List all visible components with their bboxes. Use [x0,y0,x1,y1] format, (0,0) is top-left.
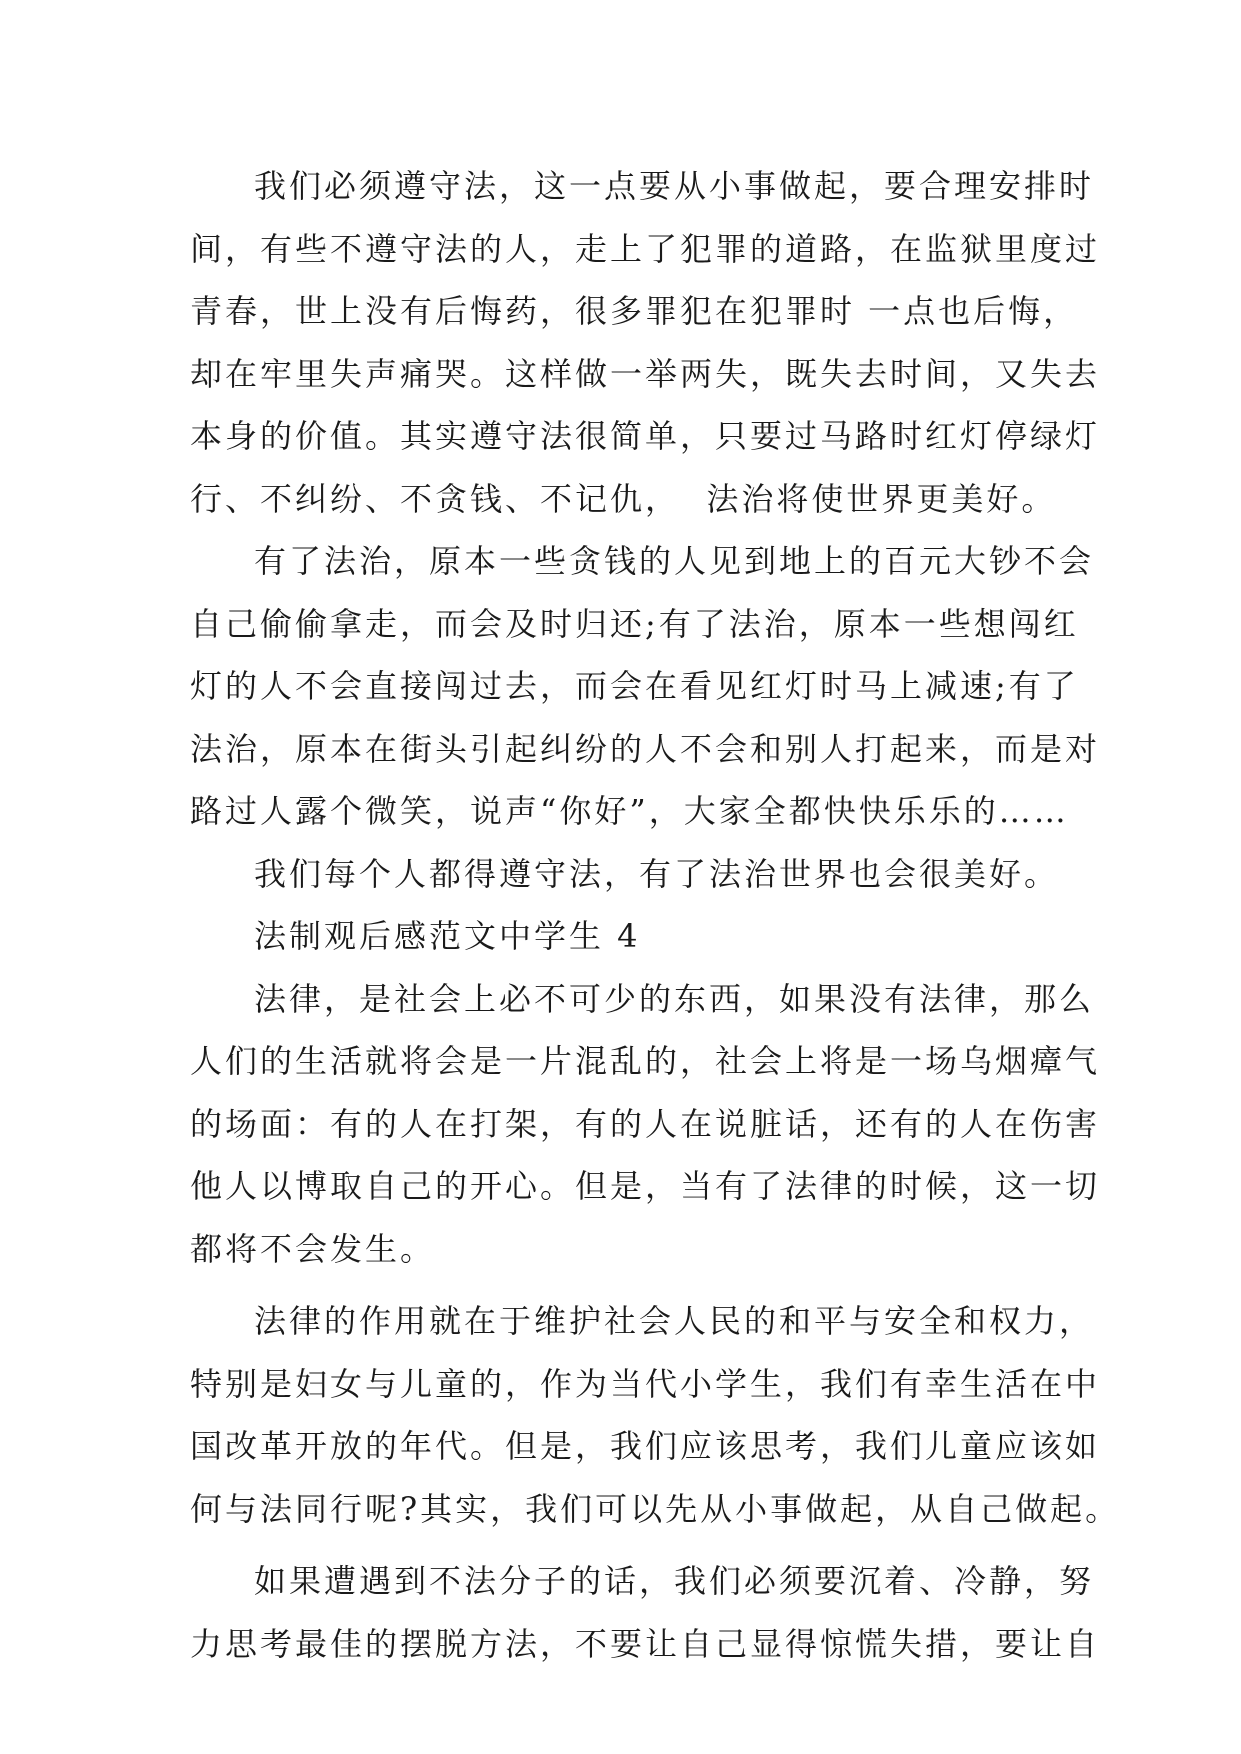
text-line: 的场面：有的人在打架，有的人在说脏话，还有的人在伤害 [190,1104,1101,1143]
text-line: 路过人露个微笑，说声“你好”，大家全都快快乐乐的…… [190,792,1069,830]
text-line: 如果遭遇到不法分子的话，我们必须要沉着、冷静，努 [254,1562,1095,1600]
text-line: 他人以博取自己的开心。但是，当有了法律的时候，这一切 [190,1167,1101,1205]
body-text [190,155,1121,1675]
text-line: 法律，是社会上必不可少的东西，如果没有法律，那么 [254,979,1095,1018]
text-line: 都将不会发生。 [190,1229,436,1268]
text-line: 我们必须遵守法，这一点要从小事做起，要合理安排时 [254,167,1095,205]
text-line: 行、不纠纷、不贪钱、不记仇， 法治将使世界更美好。 [190,479,1057,518]
text-line: 我们每个人都得遵守法，有了法治世界也会很美好。 [254,854,1060,893]
text-line: 特别是妇女与儿童的，作为当代小学生，我们有幸生活在中 [190,1364,1101,1403]
text-line: 力思考最佳的摆脱方法，不要让自己显得惊慌失措，要让自 [190,1624,1101,1663]
text-line: 有了法治，原本一些贪钱的人见到地上的百元大钞不会 [254,542,1095,580]
text-line: 却在牢里失声痛哭。这样做一举两失，既失去时间，又失去 [190,354,1101,393]
text-line: 人们的生活就将会是一片混乱的，社会上将是一场乌烟瘴气 [190,1042,1101,1080]
text-line: 法治，原本在街头引起纠纷的人不会和别人打起来，而是对 [190,729,1101,768]
text-line: 法制观后感范文中学生 4 [254,917,641,955]
text-line: 何与法同行呢?其实，我们可以先从小事做起，从自己做起。 [190,1489,1121,1528]
text-line: 间，有些不遵守法的人，走上了犯罪的道路，在监狱里度过 [190,229,1101,268]
text-line: 国改革开放的年代。但是，我们应该思考，我们儿童应该如 [190,1427,1101,1465]
text-line: 本身的价值。其实遵守法很简单，只要过马路时红灯停绿灯 [190,417,1101,455]
text-line: 灯的人不会直接闯过去，而会在看见红灯时马上减速;有了 [190,667,1079,705]
text-line: 青春，世上没有后悔药，很多罪犯在犯罪时 一点也后悔， [190,292,1079,330]
text-line: 自己偷偷拿走，而会及时归还;有了法治，原本一些想闯红 [190,604,1079,643]
text-line: 法律的作用就在于维护社会人民的和平与安全和权力， [254,1302,1095,1340]
